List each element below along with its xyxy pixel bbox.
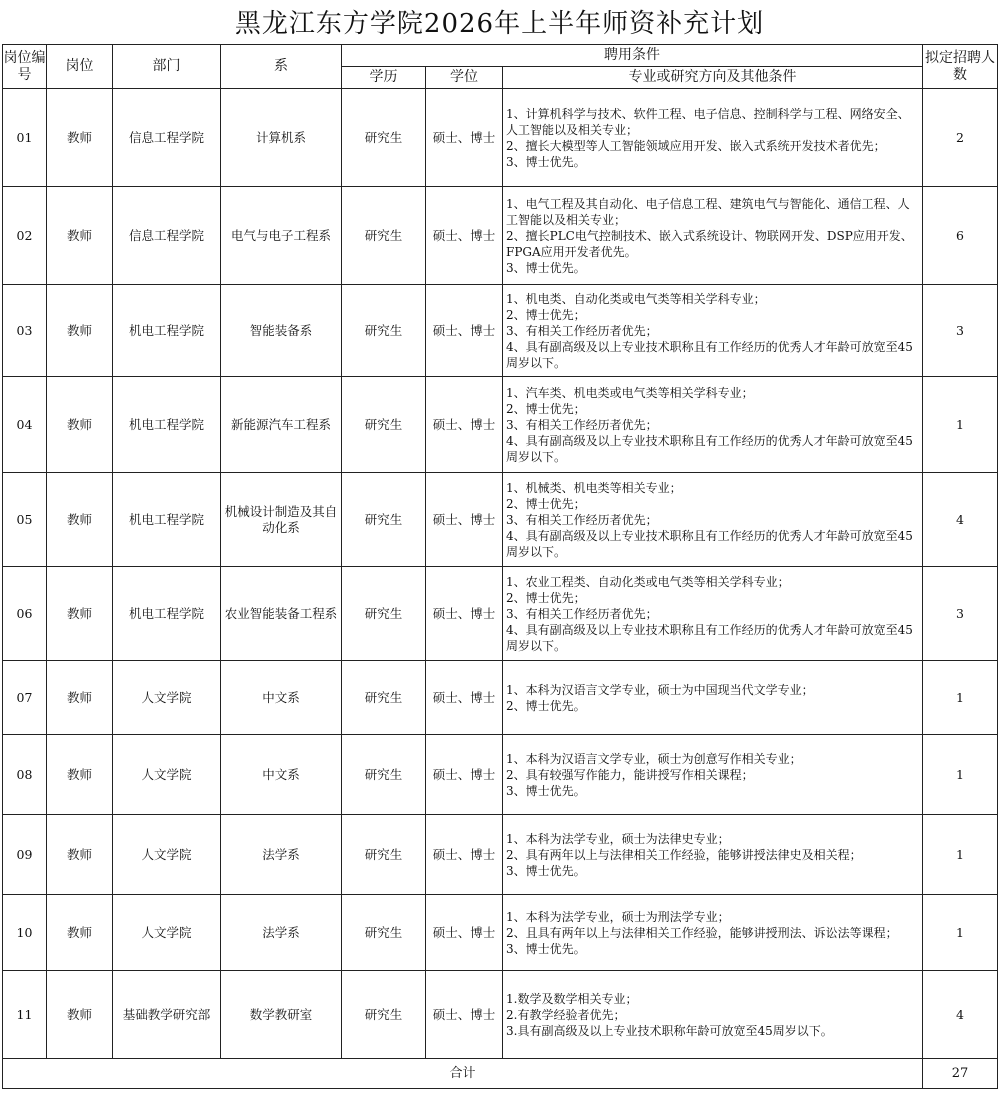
cell-department: 机电工程学院 bbox=[113, 377, 221, 473]
cell-conditions bbox=[503, 89, 923, 187]
cell-count: 1 bbox=[923, 895, 998, 971]
header-major: 专业或研究方向及其他条件 bbox=[503, 67, 923, 89]
cell-division: 农业智能装备工程系 bbox=[221, 567, 342, 661]
header-department: 部门 bbox=[113, 45, 221, 89]
cell-code: 11 bbox=[3, 971, 47, 1059]
condition-line: 4、具有副高级及以上专业技术职称且有工作经历的优秀人才年龄可放宽至45周岁以下。 bbox=[506, 528, 913, 559]
cell-code: 02 bbox=[3, 187, 47, 285]
cell-position: 教师 bbox=[47, 89, 113, 187]
condition-line: 2、具有两年以上与法律相关工作经验，能够讲授法律史及相关程； bbox=[506, 847, 862, 862]
condition-line: 2、擅长大模型等人工智能领域应用开发、嵌入式系统开发技术者优先； bbox=[506, 138, 886, 153]
cell-conditions bbox=[503, 735, 923, 815]
cell-conditions bbox=[503, 285, 923, 377]
cell-degree: 硕士、博士 bbox=[426, 377, 503, 473]
condition-line: 3、博士优先。 bbox=[506, 260, 586, 275]
cell-count: 6 bbox=[923, 187, 998, 285]
cell-code: 05 bbox=[3, 473, 47, 567]
cell-education: 研究生 bbox=[342, 89, 426, 187]
condition-line: 3、博士优先。 bbox=[506, 783, 586, 798]
total-label: 合计 bbox=[3, 1059, 923, 1089]
condition-line: 1、机械类、机电类等相关专业； bbox=[506, 480, 682, 495]
cell-count: 4 bbox=[923, 473, 998, 567]
table-row bbox=[3, 187, 998, 285]
condition-line: 3.具有副高级及以上专业技术职称年龄可放宽至45周岁以下。 bbox=[506, 1023, 833, 1038]
table-row bbox=[3, 377, 998, 473]
cell-code: 04 bbox=[3, 377, 47, 473]
cell-division: 中文系 bbox=[221, 735, 342, 815]
cell-position: 教师 bbox=[47, 971, 113, 1059]
cell-conditions bbox=[503, 895, 923, 971]
cell-position: 教师 bbox=[47, 815, 113, 895]
cell-count: 3 bbox=[923, 567, 998, 661]
condition-line: 4、具有副高级及以上专业技术职称且有工作经历的优秀人才年龄可放宽至45周岁以下。 bbox=[506, 433, 913, 464]
cell-division: 中文系 bbox=[221, 661, 342, 735]
cell-education: 研究生 bbox=[342, 473, 426, 567]
cell-code: 03 bbox=[3, 285, 47, 377]
condition-line: 3、博士优先。 bbox=[506, 941, 586, 956]
condition-line: 2、擅长PLC电气控制技术、嵌入式系统设计、物联网开发、DSP应用开发、FPGA应用开发者优先。 bbox=[506, 228, 913, 259]
cell-degree: 硕士、博士 bbox=[426, 285, 503, 377]
cell-conditions bbox=[503, 661, 923, 735]
cell-position: 教师 bbox=[47, 187, 113, 285]
condition-line: 4、具有副高级及以上专业技术职称且有工作经历的优秀人才年龄可放宽至45周岁以下。 bbox=[506, 622, 913, 653]
header-education: 学历 bbox=[342, 67, 426, 89]
header-code: 岗位编号 bbox=[3, 45, 47, 89]
condition-line: 1、汽车类、机电类或电气类等相关学科专业； bbox=[506, 385, 754, 400]
cell-conditions bbox=[503, 971, 923, 1059]
cell-education: 研究生 bbox=[342, 895, 426, 971]
header-conditions: 聘用条件 bbox=[342, 45, 923, 67]
cell-degree: 硕士、博士 bbox=[426, 567, 503, 661]
cell-department: 人文学院 bbox=[113, 735, 221, 815]
page-title: 黑龙江东方学院2026年上半年师资补充计划 bbox=[234, 9, 765, 39]
condition-line: 3、博士优先。 bbox=[506, 863, 586, 878]
cell-department: 信息工程学院 bbox=[113, 187, 221, 285]
cell-department: 机电工程学院 bbox=[113, 567, 221, 661]
table-row bbox=[3, 285, 998, 377]
condition-line: 1、计算机科学与技术、软件工程、电子信息、控制科学与工程、网络安全、人工智能以及相关专业； bbox=[506, 106, 910, 137]
condition-line: 1、机电类、自动化类或电气类等相关学科专业； bbox=[506, 291, 766, 306]
condition-line: 1、本科为汉语言文学专业，硕士为创意写作相关专业； bbox=[506, 751, 802, 766]
recruitment-plan-table bbox=[2, 44, 998, 1089]
condition-line: 2、且具有两年以上与法律相关工作经验，能够讲授刑法、诉讼法等课程； bbox=[506, 925, 898, 940]
cell-count: 2 bbox=[923, 89, 998, 187]
cell-count: 1 bbox=[923, 815, 998, 895]
cell-education: 研究生 bbox=[342, 187, 426, 285]
cell-count: 1 bbox=[923, 735, 998, 815]
cell-division: 计算机系 bbox=[221, 89, 342, 187]
cell-division: 机械设计制造及其自动化系 bbox=[221, 473, 342, 567]
cell-conditions bbox=[503, 473, 923, 567]
table-row bbox=[3, 567, 998, 661]
cell-position: 教师 bbox=[47, 735, 113, 815]
table-row bbox=[3, 815, 998, 895]
condition-line: 3、有相关工作经历者优先； bbox=[506, 323, 658, 338]
cell-conditions bbox=[503, 815, 923, 895]
cell-count: 4 bbox=[923, 971, 998, 1059]
cell-department: 人文学院 bbox=[113, 895, 221, 971]
cell-education: 研究生 bbox=[342, 661, 426, 735]
condition-line: 3、有相关工作经历者优先； bbox=[506, 512, 658, 527]
condition-line: 2、博士优先； bbox=[506, 401, 586, 416]
table-row bbox=[3, 895, 998, 971]
cell-education: 研究生 bbox=[342, 815, 426, 895]
cell-degree: 硕士、博士 bbox=[426, 815, 503, 895]
header-position: 岗位 bbox=[47, 45, 113, 89]
condition-line: 2、博士优先； bbox=[506, 307, 586, 322]
table-row bbox=[3, 89, 998, 187]
condition-line: 3、博士优先。 bbox=[506, 154, 586, 169]
cell-code: 08 bbox=[3, 735, 47, 815]
condition-line: 1、本科为法学专业，硕士为法律史专业； bbox=[506, 831, 730, 846]
table-row bbox=[3, 661, 998, 735]
cell-code: 01 bbox=[3, 89, 47, 187]
cell-degree: 硕士、博士 bbox=[426, 473, 503, 567]
cell-department: 人文学院 bbox=[113, 815, 221, 895]
cell-code: 06 bbox=[3, 567, 47, 661]
cell-degree: 硕士、博士 bbox=[426, 89, 503, 187]
cell-count: 1 bbox=[923, 377, 998, 473]
condition-line: 3、有相关工作经历者优先； bbox=[506, 606, 658, 621]
condition-line: 2、博士优先。 bbox=[506, 698, 586, 713]
cell-position: 教师 bbox=[47, 285, 113, 377]
table-row bbox=[3, 473, 998, 567]
cell-degree: 硕士、博士 bbox=[426, 735, 503, 815]
total-row bbox=[3, 1059, 998, 1089]
header-division: 系 bbox=[221, 45, 342, 89]
cell-department: 机电工程学院 bbox=[113, 285, 221, 377]
cell-degree: 硕士、博士 bbox=[426, 187, 503, 285]
cell-position: 教师 bbox=[47, 895, 113, 971]
cell-position: 教师 bbox=[47, 473, 113, 567]
header-degree: 学位 bbox=[426, 67, 503, 89]
cell-education: 研究生 bbox=[342, 285, 426, 377]
cell-conditions bbox=[503, 567, 923, 661]
condition-line: 2.有教学经验者优先； bbox=[506, 1007, 626, 1022]
cell-department: 信息工程学院 bbox=[113, 89, 221, 187]
cell-education: 研究生 bbox=[342, 971, 426, 1059]
cell-code: 09 bbox=[3, 815, 47, 895]
condition-line: 4、具有副高级及以上专业技术职称且有工作经历的优秀人才年龄可放宽至45周岁以下。 bbox=[506, 339, 913, 370]
cell-degree: 硕士、博士 bbox=[426, 971, 503, 1059]
condition-line: 1、农业工程类、自动化类或电气类等相关学科专业； bbox=[506, 574, 790, 589]
cell-division: 法学系 bbox=[221, 815, 342, 895]
cell-division: 法学系 bbox=[221, 895, 342, 971]
cell-conditions bbox=[503, 377, 923, 473]
cell-education: 研究生 bbox=[342, 567, 426, 661]
cell-education: 研究生 bbox=[342, 377, 426, 473]
cell-code: 07 bbox=[3, 661, 47, 735]
cell-degree: 硕士、博士 bbox=[426, 661, 503, 735]
header-count: 拟定招聘人数 bbox=[923, 45, 998, 89]
cell-education: 研究生 bbox=[342, 735, 426, 815]
cell-position: 教师 bbox=[47, 567, 113, 661]
condition-line: 2、博士优先； bbox=[506, 496, 586, 511]
condition-line: 1、本科为法学专业，硕士为刑法学专业； bbox=[506, 909, 730, 924]
cell-division: 智能装备系 bbox=[221, 285, 342, 377]
cell-conditions bbox=[503, 187, 923, 285]
cell-count: 1 bbox=[923, 661, 998, 735]
cell-division: 电气与电子工程系 bbox=[221, 187, 342, 285]
cell-division: 数学教研室 bbox=[221, 971, 342, 1059]
cell-division: 新能源汽车工程系 bbox=[221, 377, 342, 473]
condition-line: 2、具有较强写作能力，能讲授写作相关课程； bbox=[506, 767, 754, 782]
condition-line: 3、有相关工作经历者优先； bbox=[506, 417, 658, 432]
cell-code: 10 bbox=[3, 895, 47, 971]
cell-department: 基础教学研究部 bbox=[113, 971, 221, 1059]
condition-line: 1.数学及数学相关专业； bbox=[506, 991, 638, 1006]
table-row bbox=[3, 735, 998, 815]
cell-position: 教师 bbox=[47, 377, 113, 473]
condition-line: 1、本科为汉语言文学专业，硕士为中国现当代文学专业； bbox=[506, 682, 814, 697]
total-value: 27 bbox=[923, 1059, 998, 1089]
cell-position: 教师 bbox=[47, 661, 113, 735]
cell-department: 机电工程学院 bbox=[113, 473, 221, 567]
cell-count: 3 bbox=[923, 285, 998, 377]
cell-department: 人文学院 bbox=[113, 661, 221, 735]
condition-line: 1、电气工程及其自动化、电子信息工程、建筑电气与智能化、通信工程、人工智能以及相关专业； bbox=[506, 196, 910, 227]
cell-degree: 硕士、博士 bbox=[426, 895, 503, 971]
condition-line: 2、博士优先； bbox=[506, 590, 586, 605]
table-row bbox=[3, 971, 998, 1059]
